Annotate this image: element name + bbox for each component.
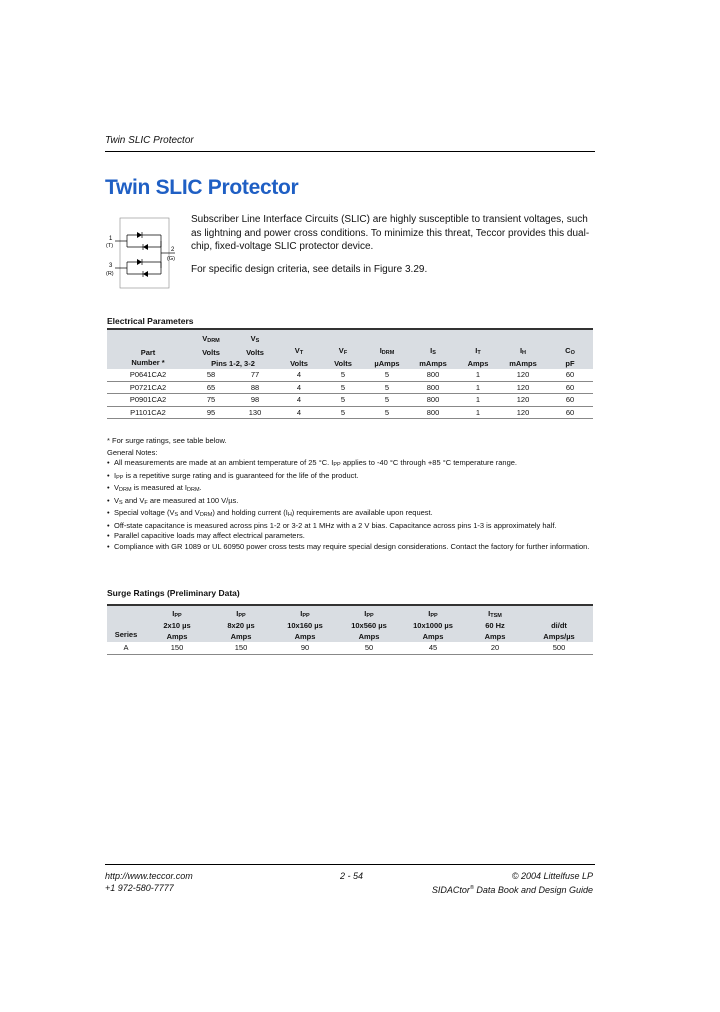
diode-icon — [137, 259, 142, 265]
col-vt: $V_T$ — [277, 346, 321, 358]
footer-url[interactable]: http://www.teccor.com — [105, 871, 193, 881]
intro-paragraph: Subscriber Line Interface Circuits (SLIC) are highly susceptible to transient voltages, such as lightning and power cross conditions. To minimize this threat, Teccor provides this dual-chip, fixed-voltage SLIC protector device. — [191, 214, 590, 252]
col-vs: $V_S$ — [233, 334, 277, 346]
pin1-number: 1 — [109, 236, 113, 242]
list-item: • Compliance with GR 1089 or UL 60950 power cross tests may require special design considerations. Contact the factory for further information. — [107, 542, 593, 553]
col-ih: $I_H$ — [499, 346, 547, 358]
intro-paragraph: For specific design criteria, see details in Figure 3.29. — [191, 263, 428, 275]
pins-label: Pins 1-2, 3-2 — [189, 358, 277, 369]
page-title: Twin SLIC Protector — [105, 176, 299, 199]
notes-block — [107, 436, 593, 552]
page-number: 2 - 54 — [340, 871, 364, 881]
list-item: • All measurements are made at an ambient temperature of 25 °C. $I_{PP}$ applies to -40 °C through +85 °C temperature range. — [107, 458, 593, 471]
list-item: • $I_{PP}$ is a repetitive surge rating and is guaranteed for the life of the product. — [107, 471, 593, 484]
col-idrm: $I_{DRM}$ — [365, 346, 409, 358]
general-notes-title: General Notes: — [107, 447, 158, 457]
col-it: $I_T$ — [457, 346, 499, 358]
list-item: • $V_S$ and $V_F$ are measured at 100 V/µs. — [107, 496, 593, 509]
footer-book-title: SIDACtor® Data Book and Design Guide — [431, 884, 593, 895]
footer-copyright: © 2004 Littelfuse LP — [511, 871, 593, 881]
footer-left — [105, 871, 193, 894]
intro-text — [191, 213, 591, 285]
list-item: • Special voltage ($V_S$ and $V_{DRM}$) and holding current $(I_H)$ requirements are available upon request. — [107, 508, 593, 521]
col-vf: $V_F$ — [321, 346, 365, 358]
col-series: Series — [107, 630, 145, 642]
schematic-diagram — [105, 213, 185, 291]
pin3-number: 3 — [109, 263, 113, 269]
col-part: Part — [107, 346, 189, 358]
footer-phone: +1 972-580-7777 — [105, 882, 174, 893]
table-row: P0641CA2 58 77 4 5 5 800 1 120 60 — [107, 369, 593, 381]
surge-table: $I_{PP}$ $I_{PP}$ $I_{PP}$ $I_{PP}$ $I_{PP}$ $I_{TSM}$ 2x10 µs 8x20 µs 10x160 µs 10x560 µs 10x1000 µs 60 Hz di/dt Series Amps Amps Amps Amps Amps Amps Amps/µs A 150 150 90 50 45 20 500 — [107, 604, 593, 655]
col-vdrm: $V_{DRM}$ — [189, 334, 233, 346]
col-co: $C_O$ — [547, 346, 593, 358]
list-item: • Off-state capacitance is measured across pins 1-2 or 3-2 at 1 MHz with a 2 V bias. Capacitance across pins 1-3 is approximately half. — [107, 521, 593, 532]
pin1-label: (T) — [106, 243, 114, 249]
pin2-number: 2 — [171, 247, 175, 253]
notes-list — [107, 458, 593, 552]
col-is: $I_S$ — [409, 346, 457, 358]
diode-icon — [137, 232, 142, 238]
diode-icon — [143, 244, 148, 250]
header-rule — [105, 151, 595, 152]
table-row: P0721CA2 65 88 4 5 5 800 1 120 60 — [107, 381, 593, 394]
table-row: P1101CA2 95 130 4 5 5 800 1 120 60 — [107, 406, 593, 419]
pin2-label: (G) — [167, 256, 175, 262]
pin3-label: (R) — [106, 271, 114, 277]
table-row: P0901CA2 75 98 4 5 5 800 1 120 60 — [107, 394, 593, 407]
diode-icon — [143, 271, 148, 277]
electrical-table: $V_{DRM}$ $V_S$ Part Volts Volts $V_T$ $V_F$ $I_{DRM}$ $I_S$ $I_T$ $I_H$ $C_O$ Number * Pins 1-2, 3-2 Volts Volts µAmps mAmps Amps mAmps pF P0641CA2 58 77 4 5 5 800 1 120 60 P0721CA2 65 88 4 5 5 800 1 120 60 P0901CA2 75 98 4 5 5 800 1 120 60 P1101CA2 95 130 4 5 5 800 1 120 60 — [107, 328, 593, 419]
table-row: A 150 150 90 50 45 20 500 — [107, 642, 593, 654]
list-item: • $V_{DRM}$ is measured at $I_{DRM}$. — [107, 483, 593, 496]
footnote: * For surge ratings, see table below. — [107, 436, 227, 445]
electrical-heading: Electrical Parameters — [107, 316, 194, 326]
list-item: • Parallel capacitive loads may affect electrical parameters. — [107, 531, 593, 542]
footer-right — [420, 871, 593, 896]
surge-heading: Surge Ratings (Preliminary Data) — [107, 588, 240, 598]
running-header: Twin SLIC Protector — [105, 135, 194, 146]
footer-rule — [105, 864, 595, 865]
